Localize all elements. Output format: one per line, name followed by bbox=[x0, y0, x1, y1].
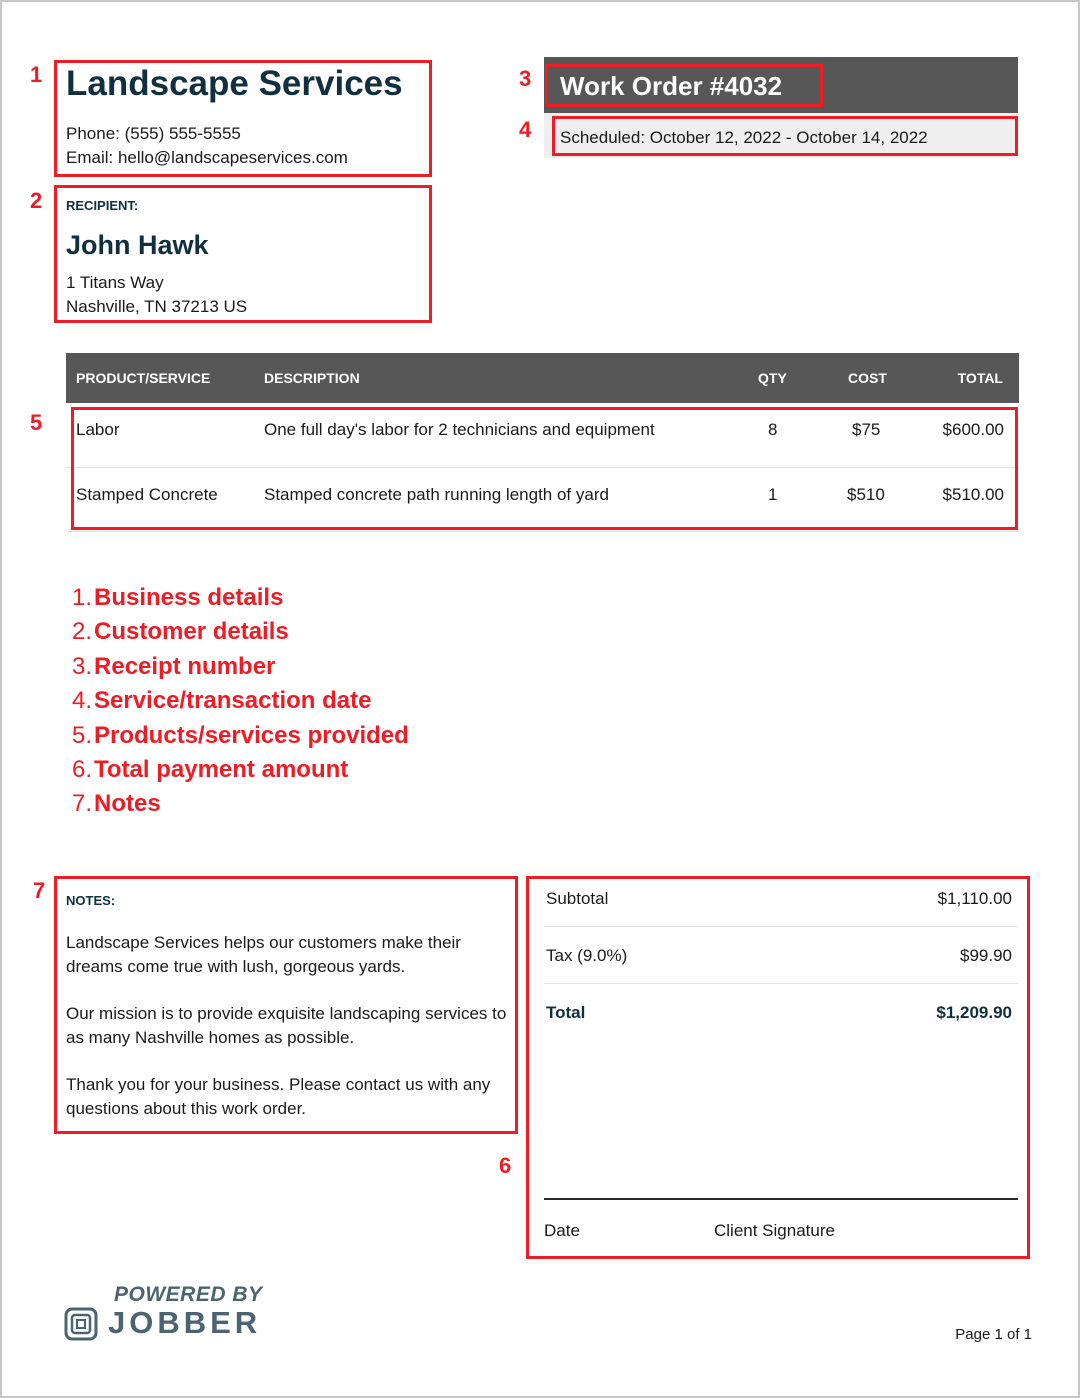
annotation-marker-2: 2 bbox=[30, 188, 43, 213]
column-header-description: DESCRIPTION bbox=[264, 370, 360, 386]
legend-item bbox=[72, 756, 409, 790]
annotation-marker-5: 5 bbox=[30, 410, 43, 435]
total-label: Total bbox=[546, 1003, 586, 1022]
subtotal-label: Subtotal bbox=[546, 889, 609, 908]
legend-text: Products/services provided bbox=[94, 721, 409, 749]
recipient-label: RECIPIENT: bbox=[66, 198, 139, 213]
column-header-product: PRODUCT/SERVICE bbox=[76, 370, 211, 386]
business-name: Landscape Services bbox=[66, 64, 403, 103]
legend-number: 4. bbox=[72, 687, 93, 715]
annotation-box-customer bbox=[54, 185, 432, 323]
jobber-logo-icon bbox=[64, 1307, 98, 1341]
row-divider bbox=[66, 531, 1019, 532]
legend-text: Total payment amount bbox=[94, 755, 349, 783]
legend-item bbox=[72, 653, 409, 687]
recipient-address-line1: 1 Titans Way bbox=[66, 273, 164, 292]
notes-paragraph: Thank you for your business. Please contact us with any questions about this work order. bbox=[66, 1075, 491, 1118]
tax-value: $99.90 bbox=[960, 946, 1012, 965]
legend-number: 7. bbox=[72, 790, 93, 818]
legend-item bbox=[72, 584, 409, 618]
scheduled-dates: Scheduled: October 12, 2022 - October 14, 2022 bbox=[560, 128, 928, 147]
annotation-legend bbox=[72, 584, 409, 825]
annotation-box-products bbox=[71, 407, 1018, 530]
client-signature-label: Client Signature bbox=[714, 1221, 835, 1240]
subtotal-value: $1,110.00 bbox=[937, 889, 1012, 908]
cell-total: $510.00 bbox=[942, 485, 1004, 504]
annotation-box-date bbox=[552, 116, 1018, 156]
cell-description: One full day's labor for 2 technicians and equipment bbox=[264, 420, 655, 439]
legend-item bbox=[72, 687, 409, 721]
work-order-title: Work Order #4032 bbox=[560, 71, 783, 101]
annotation-box-totals bbox=[526, 876, 1030, 1259]
cell-cost: $75 bbox=[852, 420, 881, 439]
legend-text: Business details bbox=[94, 584, 284, 611]
legend-number: 5. bbox=[72, 721, 93, 749]
annotation-box-notes bbox=[54, 876, 518, 1134]
cell-total: $600.00 bbox=[942, 420, 1004, 439]
annotation-marker-3: 3 bbox=[519, 66, 532, 91]
recipient-name: John Hawk bbox=[66, 230, 209, 260]
cell-product: Stamped Concrete bbox=[76, 485, 218, 504]
legend-number: 6. bbox=[72, 755, 93, 783]
jobber-brand: JOBBER bbox=[108, 1305, 262, 1340]
annotation-box-receipt-number bbox=[545, 64, 823, 107]
legend-text: Receipt number bbox=[94, 652, 276, 680]
cell-qty: 8 bbox=[768, 420, 778, 439]
annotation-marker-1: 1 bbox=[30, 62, 43, 87]
legend-text: Service/transaction date bbox=[94, 687, 372, 715]
annotation-marker-4: 4 bbox=[519, 117, 532, 142]
notes-paragraph: Landscape Services helps our customers make their dreams come true with lush, gorgeous yards. bbox=[66, 933, 461, 976]
total-value: $1,209.90 bbox=[936, 1003, 1012, 1022]
legend-item bbox=[72, 790, 409, 824]
tax-label: Tax (9.0%) bbox=[546, 946, 628, 965]
legend-number: 2. bbox=[72, 618, 93, 646]
notes-label: NOTES: bbox=[66, 893, 116, 908]
cell-description: Stamped concrete path running length of yard bbox=[264, 485, 609, 504]
cell-cost: $510 bbox=[847, 485, 885, 504]
cell-product: Labor bbox=[76, 420, 120, 439]
annotation-box-business bbox=[54, 60, 432, 177]
recipient-address-line2: Nashville, TN 37213 US bbox=[66, 297, 248, 316]
date-label: Date bbox=[544, 1221, 580, 1240]
annotation-marker-7: 7 bbox=[33, 878, 46, 903]
powered-by-text: POWERED BY bbox=[114, 1283, 263, 1306]
business-phone: Phone: (555) 555-5555 bbox=[66, 124, 241, 143]
business-email: Email: hello@landscapeservices.com bbox=[66, 148, 348, 167]
legend-item bbox=[72, 722, 409, 756]
column-header-qty: QTY bbox=[758, 370, 787, 386]
annotation-marker-6: 6 bbox=[499, 1153, 512, 1178]
legend-number: 3. bbox=[72, 652, 93, 680]
legend-text: Notes bbox=[94, 790, 161, 818]
column-header-cost: COST bbox=[848, 370, 887, 386]
cell-qty: 1 bbox=[768, 485, 778, 504]
legend-item bbox=[72, 618, 409, 652]
legend-text: Customer details bbox=[94, 618, 289, 646]
notes-paragraph: Our mission is to provide exquisite landscaping services to as many Nashville homes as possible. bbox=[66, 1004, 507, 1047]
legend-number: 1. bbox=[72, 584, 93, 611]
page-number: Page 1 of 1 bbox=[955, 1326, 1032, 1343]
column-header-total: TOTAL bbox=[957, 370, 1003, 386]
